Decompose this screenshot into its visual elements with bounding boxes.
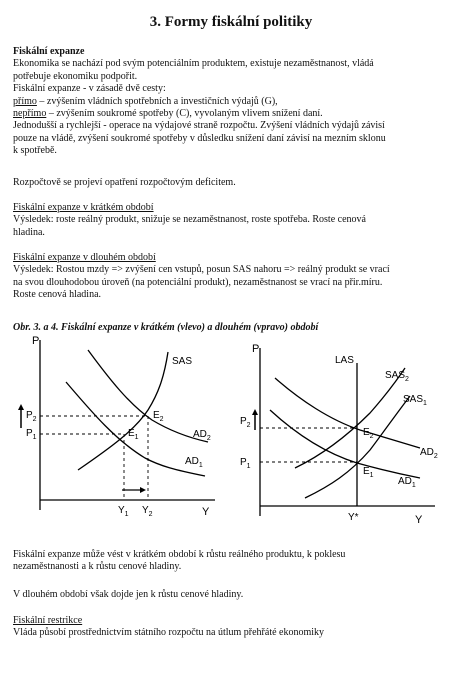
y1-label: $Y_1$ bbox=[118, 505, 129, 518]
text-line: Výsledek: Rostou mzdy => zvýšení cen vstupů, posun SAS nahoru => reálný produkt se vrací bbox=[13, 264, 390, 276]
page-title: 3. Formy fiskální politiky bbox=[149, 14, 313, 30]
section-heading: Fiskální expanze v dlouhém období bbox=[13, 252, 156, 263]
long-run-section bbox=[13, 252, 449, 302]
conclusion-short-run bbox=[13, 549, 449, 574]
text-line: pouze na vládě, zvýšení soukromé spotřeby v důsledku snížení daní závisí na mezním sklonu bbox=[13, 132, 386, 144]
e2-label: $E_2$ bbox=[153, 410, 164, 423]
sas2-label: $SAS_2$ bbox=[385, 370, 409, 383]
text-line: na svou dlouhodobou úroveň (na potenciální produkt), nezaměstnanost se vrací na přir.míru. bbox=[13, 276, 383, 288]
long-run-diagram bbox=[235, 338, 455, 533]
section-heading: Fiskální restrikce bbox=[13, 615, 83, 626]
ad1-label: $AD_1$ bbox=[398, 476, 416, 489]
ad2-curve bbox=[275, 378, 420, 448]
text-line: Výsledek: roste reálný produkt, snižuje se nezaměstnanost, roste spotřeba. Roste cenová bbox=[13, 214, 366, 226]
conclusion-long-run bbox=[13, 589, 449, 601]
arrowhead-icon bbox=[18, 404, 24, 410]
direct-text: – zvýšením vládních spotřebních a investičních výdajů (G), bbox=[36, 95, 278, 107]
text-line: Fiskální expanze - v zásadě dvě cesty: bbox=[13, 83, 166, 95]
ad1-label: $AD_1$ bbox=[185, 456, 203, 469]
section-heading: Fiskální expanze v krátkém období bbox=[13, 202, 154, 213]
indirect-text: – zvýšením soukromé spotřeby (C), vyvolaným vlivem snížení daní. bbox=[46, 108, 323, 120]
p2-label: $P_2$ bbox=[240, 416, 251, 429]
sas1-label: $SAS_1$ bbox=[403, 394, 427, 407]
p-axis-label: P bbox=[32, 335, 40, 347]
text-line: k spotřebě. bbox=[13, 145, 57, 157]
text-line: Vláda působí prostřednictvím státního rozpočtu na útlum přehřáté ekonomiky bbox=[13, 627, 325, 639]
ad1-curve bbox=[270, 410, 420, 478]
fiscal-expansion-section bbox=[13, 46, 449, 158]
section-heading: Fiskální expanze bbox=[13, 46, 85, 57]
sas-label: SAS bbox=[172, 356, 193, 367]
ystar-label: Y* bbox=[348, 512, 359, 523]
text-line: nezaměstnanosti a k růstu cenové hladiny. bbox=[13, 561, 182, 573]
e2-label: $E_2$ bbox=[363, 427, 374, 440]
text-line: V dlouhém období však dojde jen k růstu cenové hladiny. bbox=[13, 589, 244, 600]
text-line: Roste cenová hladina. bbox=[13, 289, 102, 301]
y-axis-label: Y bbox=[415, 514, 423, 526]
sas2-curve bbox=[295, 368, 405, 468]
arrowhead-icon bbox=[252, 409, 258, 415]
text-line: Ekonomika se nachází pod svým potenciálním produktem, existuje nezaměstnanost, vládá bbox=[13, 58, 374, 70]
y-axis-label: Y bbox=[202, 506, 210, 518]
ad2-label: $AD_2$ bbox=[420, 447, 438, 460]
las-label: LAS bbox=[335, 355, 354, 366]
e1-label: $E_1$ bbox=[363, 466, 374, 479]
p-axis-label: P bbox=[252, 343, 260, 355]
direct-way-line bbox=[13, 96, 449, 108]
arrowhead-icon bbox=[140, 487, 146, 493]
deficit-note bbox=[13, 177, 449, 189]
p1-label: $P_1$ bbox=[26, 428, 37, 441]
direct-label: přímo bbox=[13, 95, 37, 107]
text-line: Rozpočtově se projeví opatření rozpočtovým deficitem. bbox=[13, 177, 236, 188]
p2-label: $P_2$ bbox=[26, 410, 37, 423]
restriction-section bbox=[13, 615, 449, 640]
e1-label: $E_1$ bbox=[128, 428, 139, 441]
p1-label: $P_1$ bbox=[240, 457, 251, 470]
short-run-diagram bbox=[0, 330, 235, 530]
indirect-label: nepřímo bbox=[13, 108, 47, 120]
figure-caption: Obr. 3. a 4. Fiskální expanze v krátkém (vlevo) a dlouhém (vpravo) období bbox=[13, 322, 319, 333]
indirect-way-line bbox=[13, 108, 449, 120]
short-run-section bbox=[13, 202, 449, 239]
y2-label: $Y_2$ bbox=[142, 505, 153, 518]
text-line: Fiskální expanze může vést v krátkém období k růstu reálného produktu, k poklesu bbox=[13, 549, 346, 560]
text-line: potřebuje ekonomiku podpořit. bbox=[13, 70, 138, 82]
ad2-label: $AD_2$ bbox=[193, 429, 211, 442]
text-line: hladina. bbox=[13, 226, 45, 238]
text-line: Jednodušší a rychlejší - operace na výdajové straně rozpočtu. Zvýšení vládních výdajů závisí bbox=[13, 120, 385, 132]
